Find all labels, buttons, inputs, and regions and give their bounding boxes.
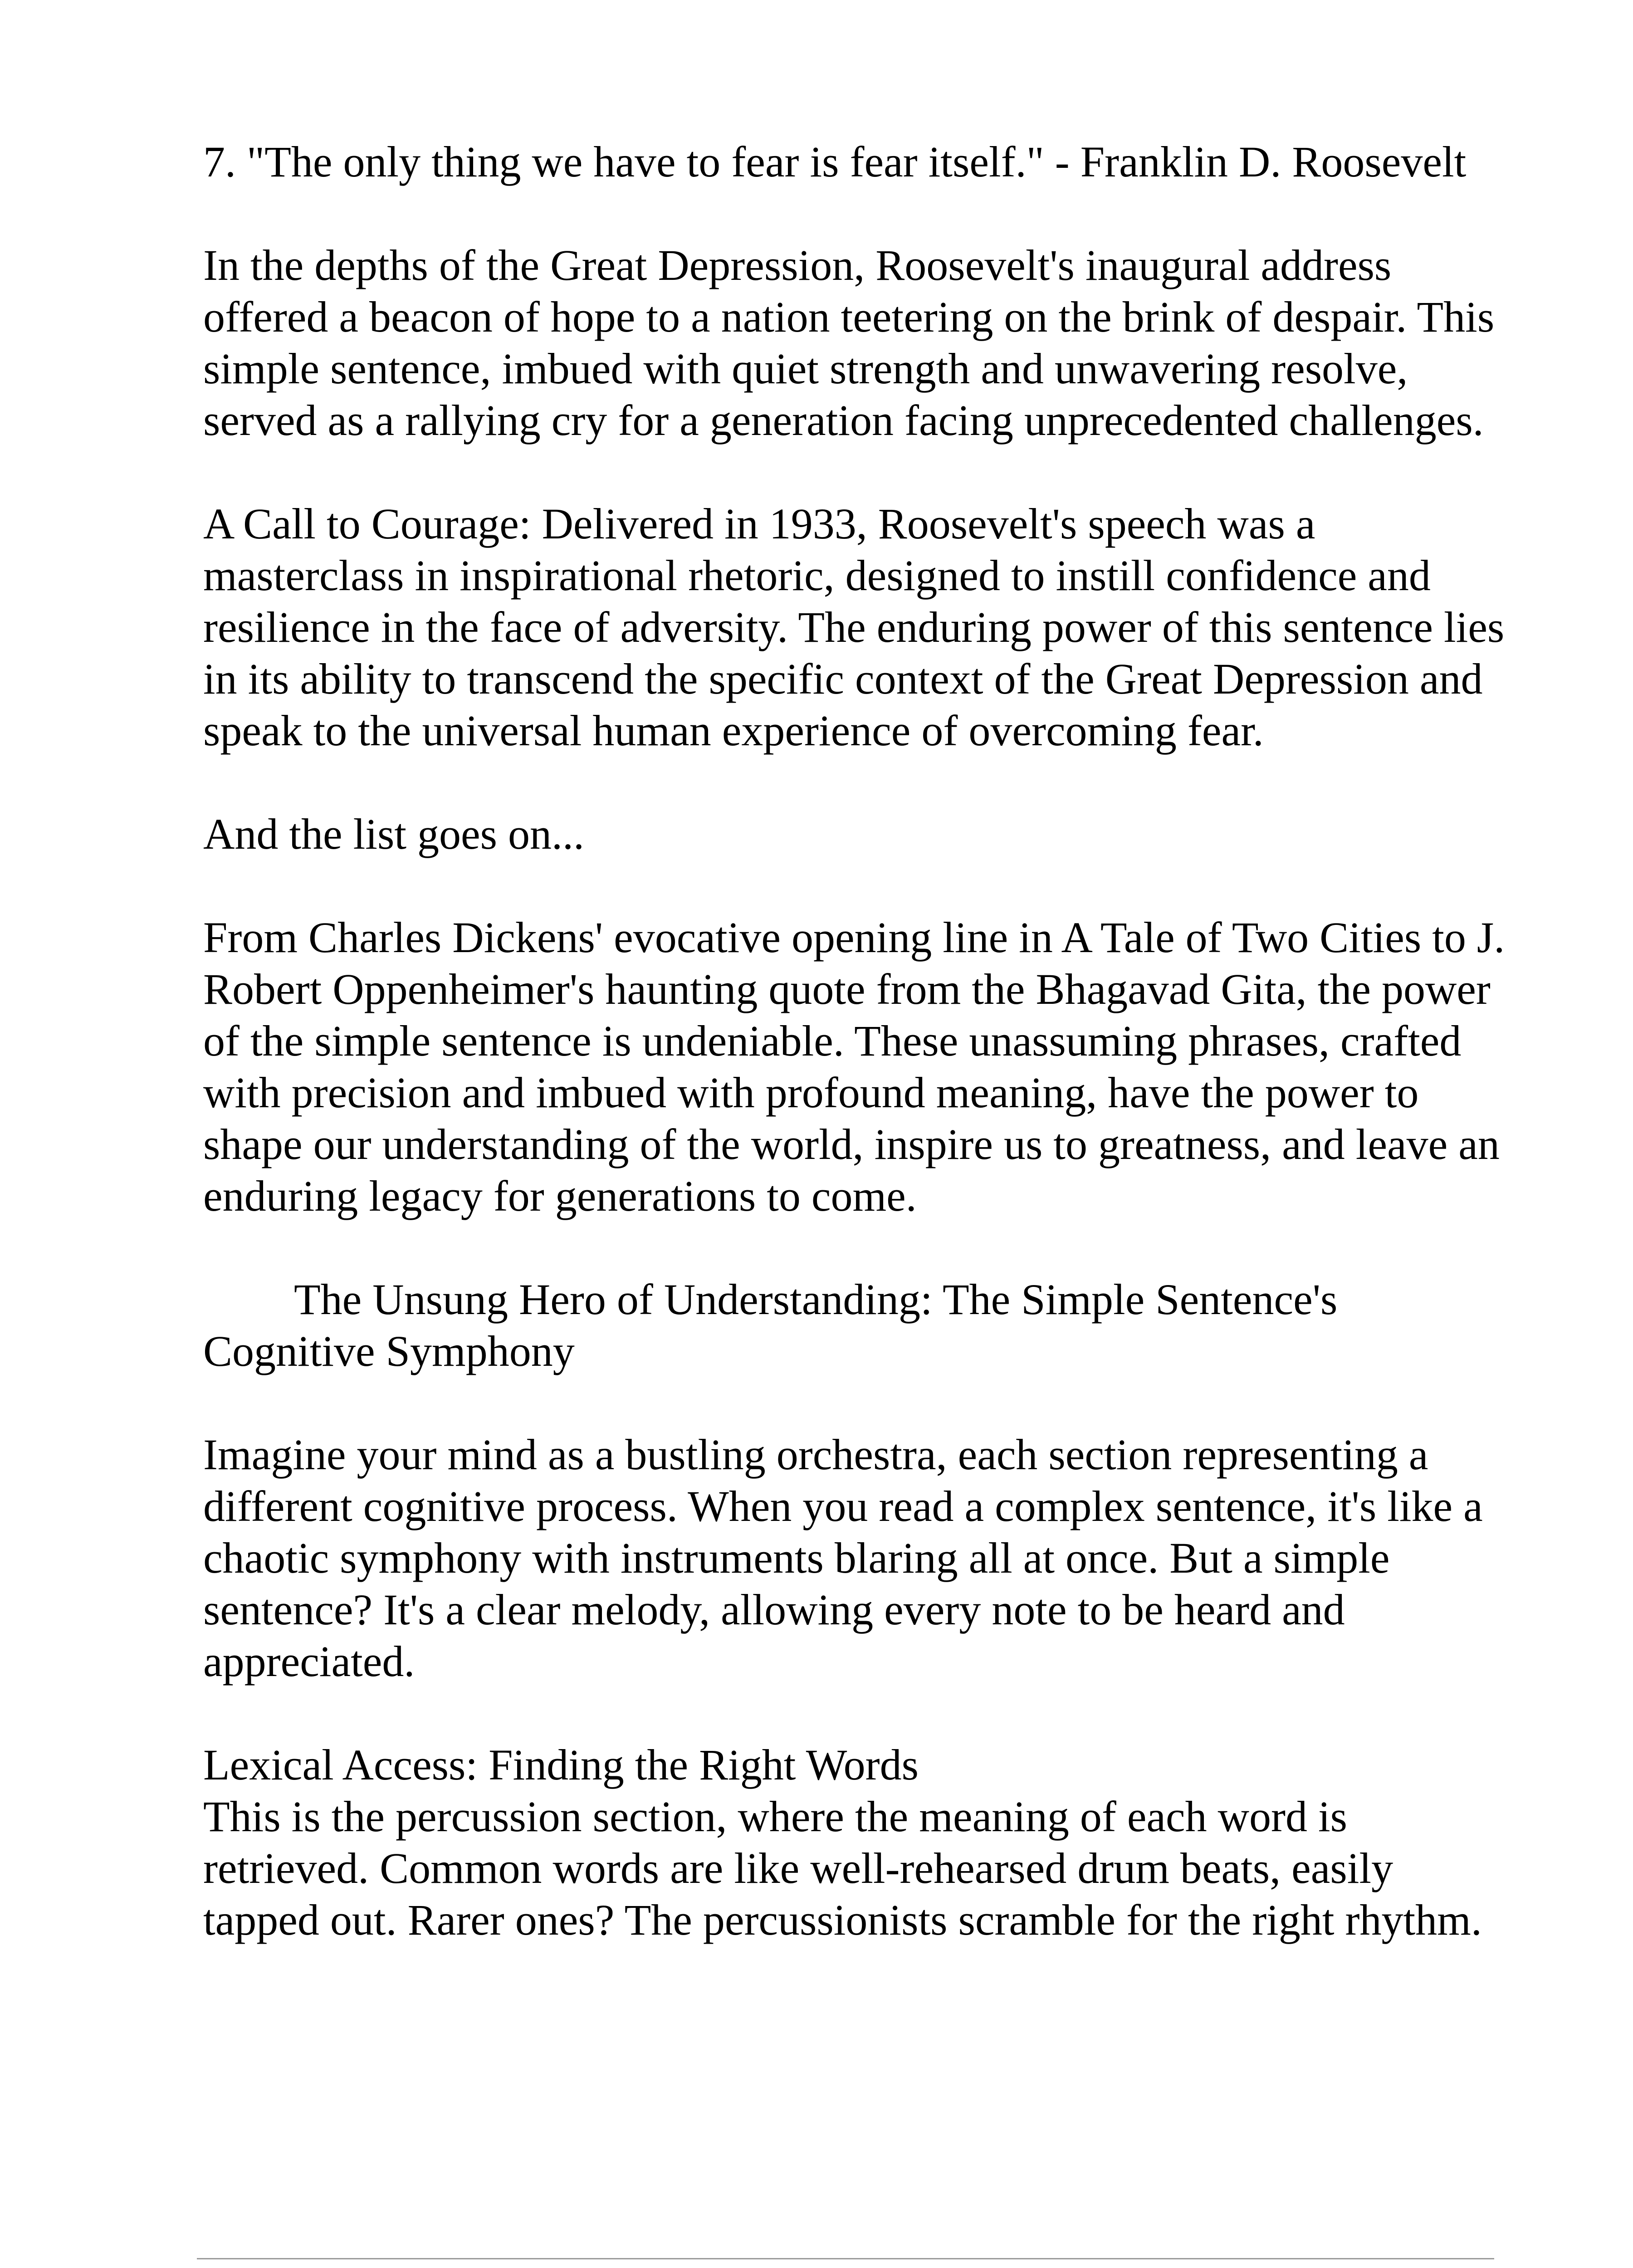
section-heading: The Unsung Hero of Understanding: The Simple Sentence's Cognitive Symphony xyxy=(203,1275,1338,1375)
page-content xyxy=(203,136,1519,1998)
paragraph-list-goes-on: And the list goes on... xyxy=(203,810,584,858)
quote-heading: 7. "The only thing we have to fear is fear itself." - Franklin D. Roosevelt xyxy=(203,137,1467,186)
footer-divider xyxy=(197,2258,1494,2259)
paragraph-depression-context: In the depths of the Great Depression, Roosevelt's inaugural address offered a beacon of hope to a nation teetering on the brink of despair. This simple sentence, imbued with quiet strength and unwavering resolve, served as a rallying cry for a generation facing unprecedented challenges. xyxy=(203,241,1495,445)
paragraph-simple-sentence-power: From Charles Dickens' evocative opening line in A Tale of Two Cities to J. Robert Oppenheimer's haunting quote from the Bhagavad Gita, the power of the simple sentence is undeniable. These unassuming phrases, crafted with precision and imbued with profound meaning, have the power to shape our understanding of the world, inspire us to greatness, and leave an enduring legacy for generations to come. xyxy=(203,913,1505,1220)
paragraph-orchestra: Imagine your mind as a bustling orchestra, each section representing a different cognitive process. When you read a complex sentence, it's like a chaotic symphony with instruments blaring all at once. But a simple sentence? It's a clear melody, allowing every note to be heard and appreciated. xyxy=(203,1430,1483,1686)
subheading-lexical-access: Lexical Access: Finding the Right Words xyxy=(203,1740,919,1789)
paragraph-call-to-courage: A Call to Courage: Delivered in 1933, Roosevelt's speech was a masterclass in inspirational rhetoric, designed to instill confidence and resilience in the face of adversity. The enduring power of this sentence lies in its ability to transcend the specific context of the Great Depression and speak to the universal human experience of overcoming fear. xyxy=(203,499,1505,755)
paragraph-percussion: This is the percussion section, where the meaning of each word is retrieved. Common words are like well-rehearsed drum beats, easily tapped out. Rarer ones? The percussionists scramble for the right rhythm. xyxy=(203,1792,1482,1944)
